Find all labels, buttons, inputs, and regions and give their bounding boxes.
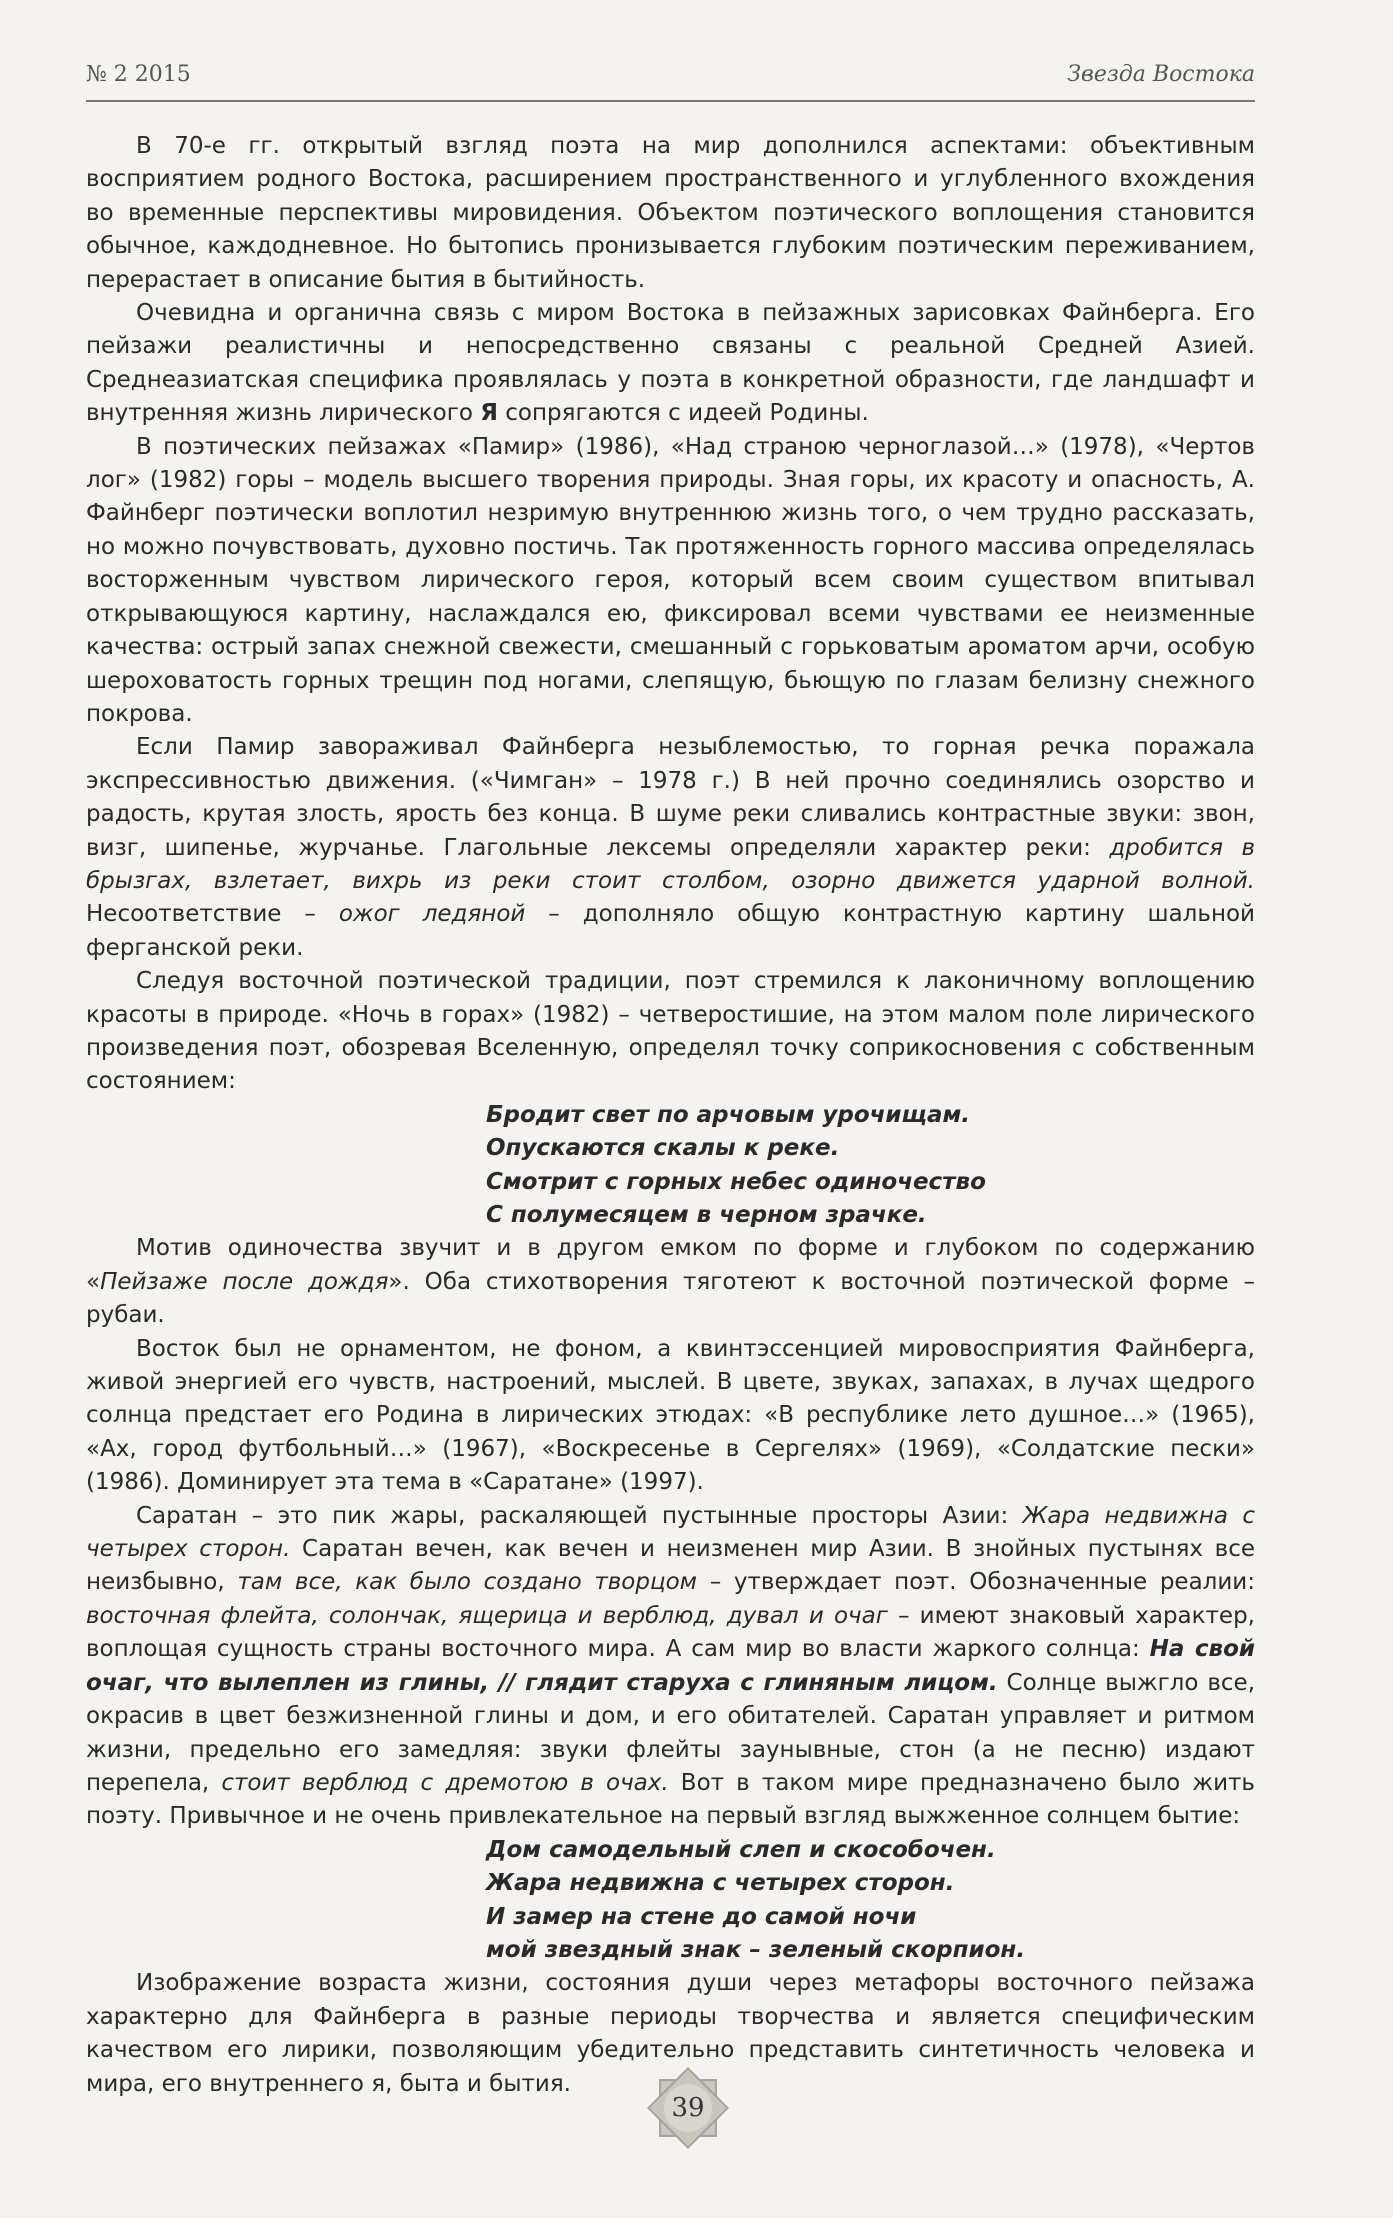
- text-segment: Пейзаже после дождя: [100, 1268, 389, 1295]
- text-segment: – имеют знаковый характер, воплощая сущность страны восточного мира. А сам мир во власти жаркого солнца:: [86, 1602, 1255, 1663]
- verse-line: Опускаются скалы к реке.: [486, 1135, 840, 1162]
- paragraph: [86, 965, 1255, 1099]
- verse-line: Смотрит с горных небес одиночество: [486, 1168, 986, 1195]
- issue-number: № 2 2015: [86, 62, 191, 87]
- verse-line: И замер на стене до самой ночи: [486, 1903, 917, 1930]
- text-segment: Восток был не орнаментом, не фоном, а квинтэссенцией мировосприятия Файнберга, живой энергией его чувств, настроений, мыслей. В цвете, звуках, запахах, в лучах щедрого солнца предстает его Родина в лирических этюдах: «В республике лето душное…» (1965), «Ах, город футбольный…» (1967), «Воскресенье в Сергелях» (1969), «Солдатские пески» (1986). Доминирует эта тема в «Саратане» (1997).: [86, 1335, 1255, 1496]
- page-number-badge: [646, 2066, 730, 2150]
- paragraph: [86, 731, 1255, 965]
- verse-line: С полумесяцем в черном зрачке.: [486, 1202, 927, 1228]
- paragraph: [86, 130, 1255, 297]
- text-segment: Жара недвижна с четырех сторон.: [86, 1502, 1255, 1563]
- text-segment: Саратан вечен, как вечен и неизменен мир Азии. В знойных пустынях все неизбывно,: [86, 1536, 1256, 1596]
- paragraph: [86, 1500, 1255, 1834]
- text-segment: сопрягаются с идеей Родины.: [497, 400, 869, 427]
- page-header: [86, 56, 1255, 102]
- verse-quote: [86, 1834, 1255, 1968]
- text-segment: ». Оба стихотворения тяготеют к восточной поэтической форме – рубаи.: [86, 1268, 1255, 1329]
- text-segment: восточная флейта, солончак, ящерица и верблюд, дувал и очаг: [86, 1602, 888, 1629]
- text-segment: Следуя восточной поэтической традиции, поэт стремился к лаконичному воплощению красоты в природе. «Ночь в горах» (1982) – четверостишие, на этом малом поле лирического произведения поэт, обозревая Вселенную, определял точку соприкосновения с собственным состоянием:: [86, 968, 1255, 1095]
- verse-line: Дом самодельный слеп и скособочен.: [486, 1836, 996, 1863]
- verse-line: Бродит свет по арчовым урочищам.: [486, 1101, 971, 1128]
- text-segment: На свой очаг, что вылеплен из глины, // глядит старуха с глиняным лицом.: [86, 1636, 1255, 1696]
- text-segment: дробится в брызгах, взлетает, вихрь из реки стоит столбом, озорно движется ударной волной.: [86, 834, 1255, 894]
- text-segment: стоит верблюд с дремотою в очах.: [221, 1769, 669, 1796]
- verse-line: Жара недвижна с четырех сторон.: [486, 1870, 955, 1897]
- paragraph: [86, 431, 1255, 732]
- text-segment: Вот в таком мире предназначено было жить поэту. Привычное и не очень привлекательное на первый взгляд выжженное солнцем бытие:: [86, 1769, 1255, 1830]
- paragraph: [86, 297, 1255, 431]
- text-segment: Очевидна и органична связь с миром Востока в пейзажных зарисовках Файнберга. Его пейзажи реалистичны и непосредственно связаны с реальной Средней Азией. Среднеазиатская специфика проявлялась у поэта в конкретной образности, где ландшафт и внутренняя жизнь лирического: [86, 300, 1255, 427]
- text-segment: ожог ледяной: [338, 901, 526, 928]
- text-segment: Если Памир завораживал Файнберга незыблемостью, то горная речка поражала экспрессивностью движения. («Чимган» – 1978 г.) В ней прочно соединялись озорство и радость, крутая злость, ярость без конца. В шуме реки сливались контрастные звуки: звон, визг, шипенье, журчанье. Глагольные лексемы определяли характер реки:: [86, 734, 1255, 861]
- text-segment: – утверждает поэт. Обозначенные реалии:: [697, 1569, 1256, 1596]
- text-segment: В 70-е гг. открытый взгляд поэта на мир дополнился аспектами: объективным восприятием родного Востока, расширением пространственного и углубленного вхождения во временные перспективы мировидения. Объектом поэтического воплощения становится обычное, каждодневное. Но бытопись пронизывается глубоким поэтическим переживанием, перерастает в описание бытия в бытийность.: [86, 133, 1255, 293]
- text-segment: там все, как было создано творцом: [237, 1569, 698, 1596]
- article-body: [86, 130, 1255, 2101]
- verse-quote: [86, 1099, 1255, 1233]
- text-segment: Несоответствие –: [86, 901, 339, 928]
- text-segment: Солнце выжгло все, окрасив в цвет безжизненной глины и дом, и его обитателей. Саратан управляет и ритмом жизни, предельно его замедляя: звуки флейты заунывные, стон (а не песню) издают перепела,: [86, 1669, 1256, 1796]
- paragraph: [86, 1333, 1255, 1500]
- text-segment: – дополняло общую контрастную картину шальной ферганской реки.: [86, 901, 1255, 961]
- journal-title: Звезда Востока: [1067, 62, 1255, 87]
- paragraph: [86, 1232, 1255, 1332]
- text-segment: В поэтических пейзажах «Памир» (1986), «Над страною черноглазой…» (1978), «Чертов лог» (1982) горы – модель высшего творения природы. Зная горы, их красоту и опасность, А. Файнберг поэтически воплотил незримую внутреннюю жизнь того, о чем трудно рассказать, но можно почувствовать, духовно постичь. Так протяженность горного массива определялась восторженным чувством лирического героя, который всем своим существом впитывал открывающуюся картину, наслаждался ею, фиксировал всеми чувствами ее неизменные качества: острый запах снежной свежести, смешанный с горьковатым ароматом арчи, особую шероховатость горных трещин под ногами, слепящую, бьющую по глазам белизну снежного покрова.: [86, 433, 1255, 727]
- text-segment: Я: [480, 400, 498, 427]
- text-segment: Мотив одиночества звучит и в другом емком по форме и глубоком по содержанию «: [86, 1235, 1255, 1295]
- text-segment: Саратан – это пик жары, раскаляющей пустынные просторы Азии:: [136, 1502, 1023, 1529]
- text-segment: Изображение возраста жизни, состояния души через метафоры восточного пейзажа характерно для Файнберга в разные периоды творчества и является специфическим качеством его лирики, позволяющим убедительно представить синтетичность человека и мира, его внутреннего я, быта и бытия.: [86, 1970, 1255, 2097]
- page-number: 39: [671, 2093, 705, 2123]
- verse-line: мой звездный знак – зеленый скорпион.: [486, 1936, 1026, 1963]
